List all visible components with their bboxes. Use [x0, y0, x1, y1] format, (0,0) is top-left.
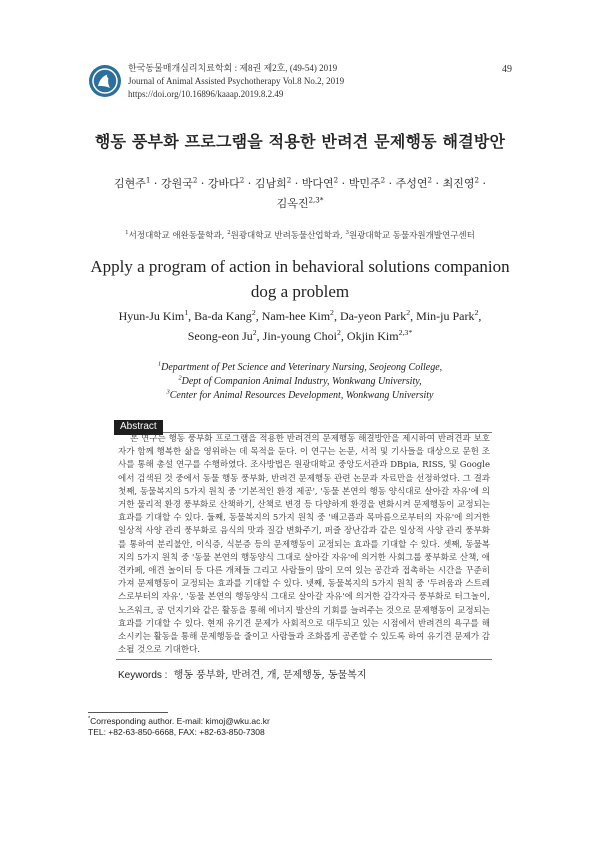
journal-name-en: Journal of Animal Assisted Psychotherapy Vol.8 No.2, 2019 [128, 76, 345, 86]
author-en: Da-yeon Park$^2$ [339, 308, 411, 323]
author-ko: 김남희$^2$ [254, 175, 292, 190]
author-ko: 주성연$^2$ [395, 175, 433, 190]
author-en: Okjin Kim$^{2,3*}$ [346, 328, 413, 343]
author-ko: 박다연$^2$ [301, 175, 339, 190]
author-en: Seong-eon Ju$^2$ [187, 328, 257, 343]
author-en: Hyun-Ju Kim$^1$ [118, 308, 189, 323]
author-ko: 김현주$^1$ [114, 175, 151, 190]
authors-english: Hyun-Ju Kim$^1$, Ba-da Kang$^2$, Nam-hee Kim$^2$, Da-yeon Park$^2$, Min-ju Park$^2$, Seong-eon Ju$^2$, Jin-young Choi$^2$, Okjin Kim$^{2,3*}$ [118, 308, 482, 343]
page-number: 49 [502, 64, 512, 75]
contact-phone: TEL: +82-63-850-6668, FAX: +82-63-850-7308 [88, 727, 265, 737]
title-korean: 행동 풍부화 프로그램을 적용한 반려견 문제행동 해결방안 [94, 132, 506, 151]
title-english: Apply a program of action in behavioral solutions companion dog a problem [90, 257, 510, 301]
affiliations-korean: $^1$서정대학교 애완동물학과, $^2$원광대학교 반려동물산업학과, $^3$원광대학교 동물자원개발연구센터 [125, 230, 475, 241]
abstract-text: 본 연구는 행동 풍부화 프로그램을 적용한 반려견의 문제행동 해결방안을 제시하여 반려견과 보호자가 함께 행복한 삶을 영위하는 데 목적을 둔다. 이 연구는 논문, 서적 및 기사들을 대상으로 문헌 조사를 통해 총설 연구를 수행하였다. 조사방법은 원광대학교 중앙도서관과 DBpia, RISS, 및 Google에서 검색된 것 중에서 동물 행동 풍부화, 반려견 문제행동 관련 논문과 자료만을 선정하였다. 그 결과 첫째, 동물복지의 5가지 원칙 중 '기본적인 환경 제공', '동물 본연의 행동 양식대로 살아갈 자유'에 의거한 물리적 환경 풍부화로 산책하기, 산책로 변경 등 다양하게 환경을 변화시켜 문제행동이 교정되는 효과를 기대할 수 있다. 둘째, 동물복지의 5가지 원칙 중 '배고픔과 목마름으로부터의 자유'에 의거한 일상적 사양 관리 풍부화로 음식의 맛과 질감 변화주기, 퍼즐 장난감과 같은 일상적 사양 관리 풍부화를 통하여 분리불안, 이식증, 식분증 등의 문제행동이 교정되는 효과를 기대할 수 있다. 셋째, 동물복지의 5가지 원칙 중 '동물 본연의 행동양식 그대로 살아갈 자유'에 의거한 사회그룹 풍부화로 산책, 애견카페, 애견 놀이터 등 다른 개체들 그리고 사람들이 많이 모여 있는 공간과 접촉하는 시간을 꾸준히 가져 문제행동이 교정되는 효과를 기대할 수 있다. 넷째, 동물복지의 5가지 원칙 중 '두려움과 스트레스로부터의 자유', '동물 본연의 행동양식 그대로 살아갈 자유'에 의거한 감각자극 풍부화로 터그놀이, 노즈워크, 공 던지기와 같은 활동을 통해 에너지 발산의 기회를 늘려주는 것으로 문제행동이 교정되는 효과를 기대할 수 있다. 현재 유기견 문제가 사회적으로 대두되고 있는 시점에서 반려견의 욕구를 해소시키는 활동을 통해 문제행동을 줄이고 사람들과 조화롭게 공존할 수 있도록 하여 유기견 문제가 감소될 것으로 기대한다. [118, 434, 490, 656]
author-en: Jin-young Choi$^2$ [262, 328, 341, 343]
journal-header [128, 62, 344, 101]
keywords-label: Keywords : [118, 670, 168, 681]
journal-name-ko: 한국동물매개심리치료학회 : 제8권 제2호, (49-54) 2019 [128, 63, 338, 73]
corresponding-footnote: *Corresponding author. E-mail: kimoj@wku.ac.kr TEL: +82-63-850-6668, FAX: +82-63-850-7308 [88, 716, 270, 737]
author-en: Min-ju Park$^2$ [416, 308, 479, 323]
author-ko: 최진영$^2$ [442, 175, 479, 190]
footnote-divider [88, 712, 168, 713]
doi-link[interactable]: https://doi.org/10.16896/kaaap.2019.8.2.49 [128, 89, 284, 99]
author-ko: 박민주$^2$ [348, 175, 386, 190]
author-en: Nam-hee Kim$^2$ [261, 308, 334, 323]
keywords-list: 행동 풍부화, 반려견, 개, 문제행동, 동물복지 [173, 670, 367, 681]
keywords [118, 666, 498, 681]
affiliations-english: $^1$Department of Pet Science and Veterinary Nursing, Seojeong College, $^2$Dept of Companion Animal Industry, Wonkwang University, $^3$Center for Animal Resources Development, Wonkwang University [157, 360, 443, 401]
author-en: Ba-da Kang$^2$ [194, 308, 256, 323]
society-logo-icon [88, 64, 122, 98]
abstract-label: Abstract [114, 420, 163, 435]
author-ko: 강원국$^2$ [160, 175, 198, 190]
author-ko: 김옥진$^{2,3*}$ [276, 195, 324, 210]
corresponding-email: Corresponding author. E-mail: kimoj@wku.ac.kr [90, 716, 270, 726]
authors-korean: 김현주$^1$ · 강원국$^2$ · 강바다$^2$ · 김남희$^2$ · 박다연$^2$ · 박민주$^2$ · 주성연$^2$ · 최진영$^2$ · 김옥진$^{2,3*}$ [114, 175, 486, 210]
author-ko: 강바다$^2$ [207, 175, 245, 190]
